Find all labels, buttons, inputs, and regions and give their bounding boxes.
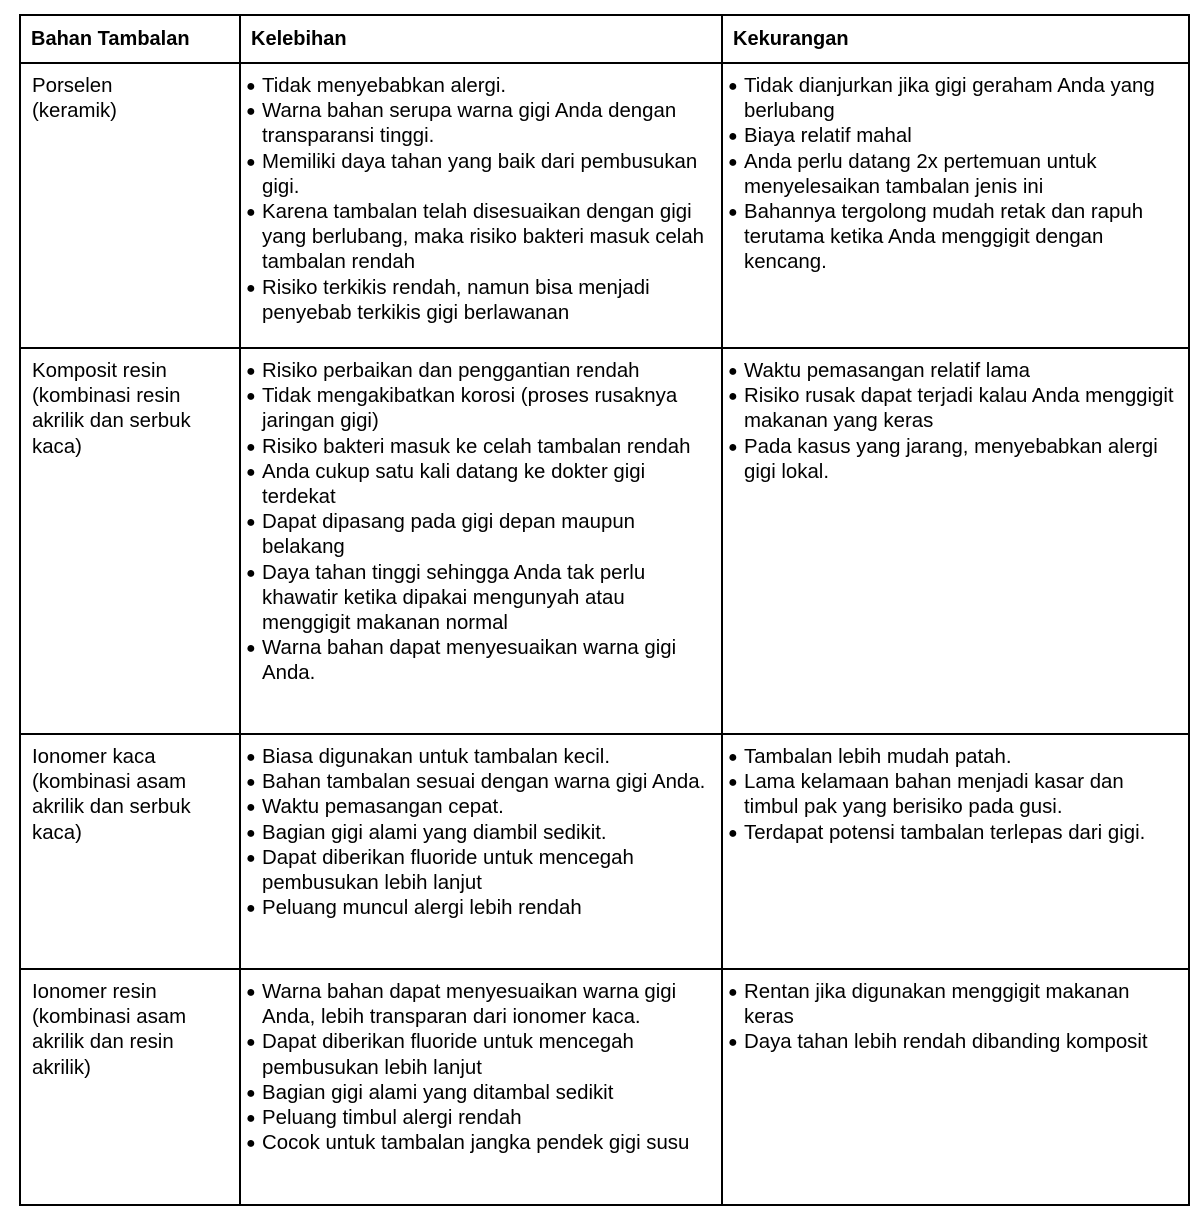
pros-text: Warna bahan dapat menyesuaikan warna gigi Anda, lebih transparan dari ionomer kaca. [262, 981, 677, 1029]
pros-item [246, 1081, 715, 1106]
pros-item [246, 74, 715, 99]
bullet-icon: ● [246, 774, 256, 792]
bullet-icon: ● [728, 363, 738, 380]
bullet-icon: ● [246, 564, 256, 582]
cons-item [728, 821, 1182, 846]
cons-cell [722, 348, 1189, 734]
bullet-icon: ● [246, 103, 256, 121]
pros-item [246, 980, 715, 1030]
material-desc: kaca) [32, 435, 82, 458]
cons-text: Anda perlu datang 2x pertemuan untuk menyelesaikan tambalan jenis ini [744, 150, 1097, 198]
cons-item [728, 980, 1182, 1030]
header-material: Bahan Tambalan [20, 15, 240, 63]
bullet-icon: ● [246, 1084, 256, 1102]
bullet-icon: ● [246, 388, 256, 406]
pros-item [246, 795, 715, 820]
cons-cell [722, 63, 1189, 348]
pros-item [246, 561, 715, 637]
cons-text: Tambalan lebih mudah patah. [744, 746, 1012, 768]
pros-item [246, 770, 715, 795]
bullet-icon: ● [246, 749, 256, 766]
bullet-icon: ● [246, 824, 256, 842]
pros-item [246, 510, 715, 560]
bullet-icon: ● [246, 640, 256, 658]
cons-item [728, 74, 1182, 124]
material-cell [20, 734, 240, 969]
pros-item [246, 460, 715, 510]
bullet-icon: ● [246, 1135, 256, 1153]
pros-item [246, 1131, 715, 1156]
cons-cell [722, 734, 1189, 969]
pros-text: Karena tambalan telah disesuaikan dengan gigi yang berlubang, maka risiko bakteri masuk celah tambalan rendah [262, 201, 705, 274]
table-row [20, 348, 1189, 734]
cons-text: Bahannya tergolong mudah retak dan rapuh terutama ketika Anda menggigit dengan kencang. [744, 201, 1144, 274]
pros-item [246, 359, 715, 384]
cons-item [728, 150, 1182, 200]
pros-text: Risiko bakteri masuk ke celah tambalan rendah [262, 435, 691, 458]
pros-text: Anda cukup satu kali datang ke dokter gigi terdekat [262, 460, 646, 509]
pros-item [246, 745, 715, 770]
bullet-icon: ● [246, 799, 256, 817]
pros-text: Bahan tambalan sesuai dengan warna gigi Anda. [262, 771, 706, 794]
bullet-icon: ● [246, 514, 256, 532]
cons-text: Waktu pemasangan relatif lama [744, 360, 1030, 382]
table-row [20, 969, 1189, 1205]
pros-text: Peluang muncul alergi lebih rendah [262, 897, 582, 920]
material-desc: akrilik) [32, 1056, 91, 1079]
cons-item [728, 124, 1182, 149]
material-desc: (kombinasi resin [32, 385, 181, 408]
bullet-icon: ● [728, 388, 738, 406]
cons-text: Lama kelamaan bahan menjadi kasar dan timbul pak yang berisiko pada gusi. [744, 771, 1124, 819]
bullet-icon: ● [728, 204, 738, 222]
pros-item [246, 1030, 715, 1080]
material-cell [20, 348, 240, 734]
cons-item [728, 1030, 1182, 1055]
material-name: Komposit resin [32, 360, 167, 382]
material-cell [20, 969, 240, 1205]
pros-item [246, 200, 715, 276]
bullet-icon: ● [246, 438, 256, 456]
pros-text: Biasa digunakan untuk tambalan kecil. [262, 746, 610, 768]
material-desc: akrilik dan serbuk [32, 410, 191, 433]
material-name: Porselen [32, 75, 113, 97]
cons-text: Tidak dianjurkan jika gigi geraham Anda yang berlubang [744, 75, 1155, 123]
pros-item [246, 896, 715, 921]
cons-text: Biaya relatif mahal [744, 125, 912, 148]
pros-item [246, 846, 715, 896]
material-desc: kaca) [32, 821, 82, 844]
cons-text: Daya tahan lebih rendah dibanding komposit [744, 1031, 1148, 1054]
pros-text: Waktu pemasangan cepat. [262, 796, 504, 819]
pros-item [246, 435, 715, 460]
pros-text: Memiliki daya tahan yang baik dari pembusukan gigi. [262, 150, 698, 198]
bullet-icon: ● [246, 1034, 256, 1052]
cons-text: Risiko rusak dapat terjadi kalau Anda menggigit makanan yang keras [744, 385, 1174, 433]
dental-filling-comparison-table [19, 14, 1190, 1206]
bullet-icon: ● [728, 824, 738, 842]
material-desc: akrilik dan resin [32, 1031, 174, 1054]
material-desc: akrilik dan serbuk [32, 796, 191, 819]
pros-text: Peluang timbul alergi rendah [262, 1107, 522, 1130]
pros-text: Warna bahan dapat menyesuaikan warna gigi Anda. [262, 637, 677, 685]
pros-text: Tidak menyebabkan alergi. [262, 75, 507, 97]
bullet-icon: ● [246, 279, 256, 297]
cons-item [728, 435, 1182, 485]
bullet-icon: ● [246, 204, 256, 222]
bullet-icon: ● [246, 78, 256, 95]
bullet-icon: ● [728, 774, 738, 792]
bullet-icon: ● [728, 1034, 738, 1052]
pros-text: Risiko terkikis rendah, namun bisa menjadi penyebab terkikis gigi berlawanan [262, 276, 650, 324]
cons-item [728, 359, 1182, 384]
pros-cell [240, 63, 722, 348]
pros-text: Risiko perbaikan dan penggantian rendah [262, 360, 640, 382]
pros-item [246, 276, 715, 326]
header-row [20, 15, 1189, 63]
pros-item [246, 384, 715, 434]
bullet-icon: ● [728, 438, 738, 456]
bullet-icon: ● [728, 128, 738, 146]
cons-item [728, 745, 1182, 770]
pros-cell [240, 348, 722, 734]
bullet-icon: ● [246, 849, 256, 867]
bullet-icon: ● [246, 463, 256, 481]
table-row [20, 734, 1189, 969]
header-cons: Kekurangan [722, 15, 1189, 63]
pros-cell [240, 969, 722, 1205]
cons-item [728, 770, 1182, 820]
table-row [20, 63, 1189, 348]
pros-text: Dapat diberikan fluoride untuk mencegah pembusukan lebih lanjut [262, 846, 634, 895]
material-cell [20, 63, 240, 348]
cons-item [728, 384, 1182, 434]
pros-text: Bagian gigi alami yang diambil sedikit. [262, 821, 607, 844]
pros-text: Dapat dipasang pada gigi depan maupun belakang [262, 511, 635, 559]
pros-text: Daya tahan tinggi sehingga Anda tak perlu khawatir ketika dipakai mengunyah atau menggigit makanan normal [262, 561, 646, 635]
cons-cell [722, 969, 1189, 1205]
bullet-icon: ● [246, 153, 256, 171]
cons-text: Pada kasus yang jarang, menyebabkan alergi gigi lokal. [744, 435, 1158, 483]
cons-item [728, 200, 1182, 276]
pros-text: Dapat diberikan fluoride untuk mencegah pembusukan lebih lanjut [262, 1031, 634, 1079]
pros-text: Warna bahan serupa warna gigi Anda dengan transparansi tinggi. [262, 100, 677, 148]
bullet-icon: ● [246, 900, 256, 918]
header-pros: Kelebihan [240, 15, 722, 63]
material-desc: (kombinasi asam [32, 771, 187, 794]
bullet-icon: ● [728, 984, 738, 1001]
cons-text: Terdapat potensi tambalan terlepas dari gigi. [744, 821, 1146, 844]
pros-item [246, 150, 715, 200]
bullet-icon: ● [246, 1110, 256, 1128]
pros-item [246, 821, 715, 846]
pros-text: Bagian gigi alami yang ditambal sedikit [262, 1081, 614, 1104]
bullet-icon: ● [246, 984, 256, 1001]
pros-text: Tidak mengakibatkan korosi (proses rusaknya jaringan gigi) [262, 385, 678, 433]
bullet-icon: ● [728, 153, 738, 171]
material-name: Ionomer kaca [32, 746, 156, 768]
cons-text: Rentan jika digunakan menggigit makanan keras [744, 981, 1130, 1029]
bullet-icon: ● [728, 78, 738, 95]
material-desc: (kombinasi asam [32, 1006, 187, 1029]
pros-cell [240, 734, 722, 969]
pros-item [246, 99, 715, 149]
bullet-icon: ● [728, 749, 738, 766]
material-desc: (keramik) [32, 100, 117, 123]
material-name: Ionomer resin [32, 981, 157, 1003]
pros-text: Cocok untuk tambalan jangka pendek gigi susu [262, 1132, 690, 1155]
bullet-icon: ● [246, 363, 256, 380]
pros-item [246, 1106, 715, 1131]
pros-item [246, 636, 715, 686]
